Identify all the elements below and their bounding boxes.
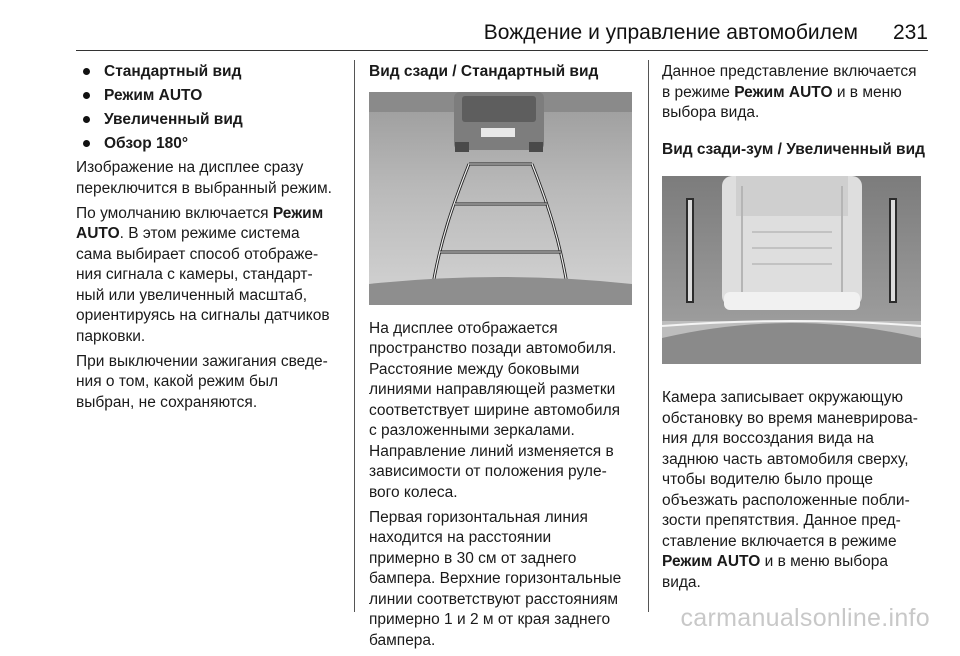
column-3 [662,62,930,598]
view-mode-list [76,62,348,155]
paragraph: По умолчанию включается Режим AUTO. В этом режиме система сама выбирает способ отображе- ния сигнала с камеры, стандарт- ный или увеличенный масштаб, ориентируясь на сигналы датчиков парковки. [76,204,330,345]
section-heading: Вид сзади / Стандартный вид [369,63,599,80]
page-title: Вождение и управление автомобилем [483,21,858,44]
rear-camera-standard-view-image [369,92,632,305]
page-number: 231 [892,21,928,44]
list-item: Режим AUTO [76,86,348,107]
paragraph: На дисплее отображается пространство позади автомобиля. Расстояние между боковыми линиями направляющей разметки соответствует ширине автомобиля с разложенными зеркалами. Направление линий изменяется в зависимости от положения руле- вого колеса. [369,319,621,501]
bullet-icon [83,68,90,75]
column-divider [354,60,355,612]
paragraph: При выключении зажигания сведе- ния о том, какой режим был выбран, не сохраняются. [76,352,328,411]
list-item: Увеличенный вид [76,110,348,131]
section-heading: Вид сзади-зум / Увеличенный вид [662,140,925,158]
page-header [76,20,928,51]
paragraph: Изображение на дисплее сразу переключится в выбранный режим. [76,159,332,197]
paragraph: Камера записывает окружающую обстановку во время маневрирова- ния для воссоздания вида на заднюю часть автомобиля сверху, чтобы водителю было проще объезжать расположенные побли- зости препятствия. Данное пред- ставление включается в режиме Режим AUTO и в меню выбора вида. [662,389,918,591]
watermark: carmanualsonline.info [680,604,930,632]
paragraph: Данное представление включается в режиме Режим AUTO и в меню выбора вида. [662,63,917,121]
bullet-icon [83,92,90,99]
column-2 [369,62,633,656]
column-divider [648,60,649,612]
paragraph: Первая горизонтальная линия находится на расстоянии примерно в 30 см от заднего бампера. Верхние горизонтальные линии соответствуют расстояниям примерно 1 и 2 м от края заднего бампера. [369,508,622,649]
bullet-icon [83,116,90,123]
rear-camera-zoom-view-image [662,176,921,364]
column-1 [76,62,348,418]
bullet-icon [83,140,90,147]
list-item: Стандартный вид [76,62,348,83]
list-item: Обзор 180° [76,134,348,155]
